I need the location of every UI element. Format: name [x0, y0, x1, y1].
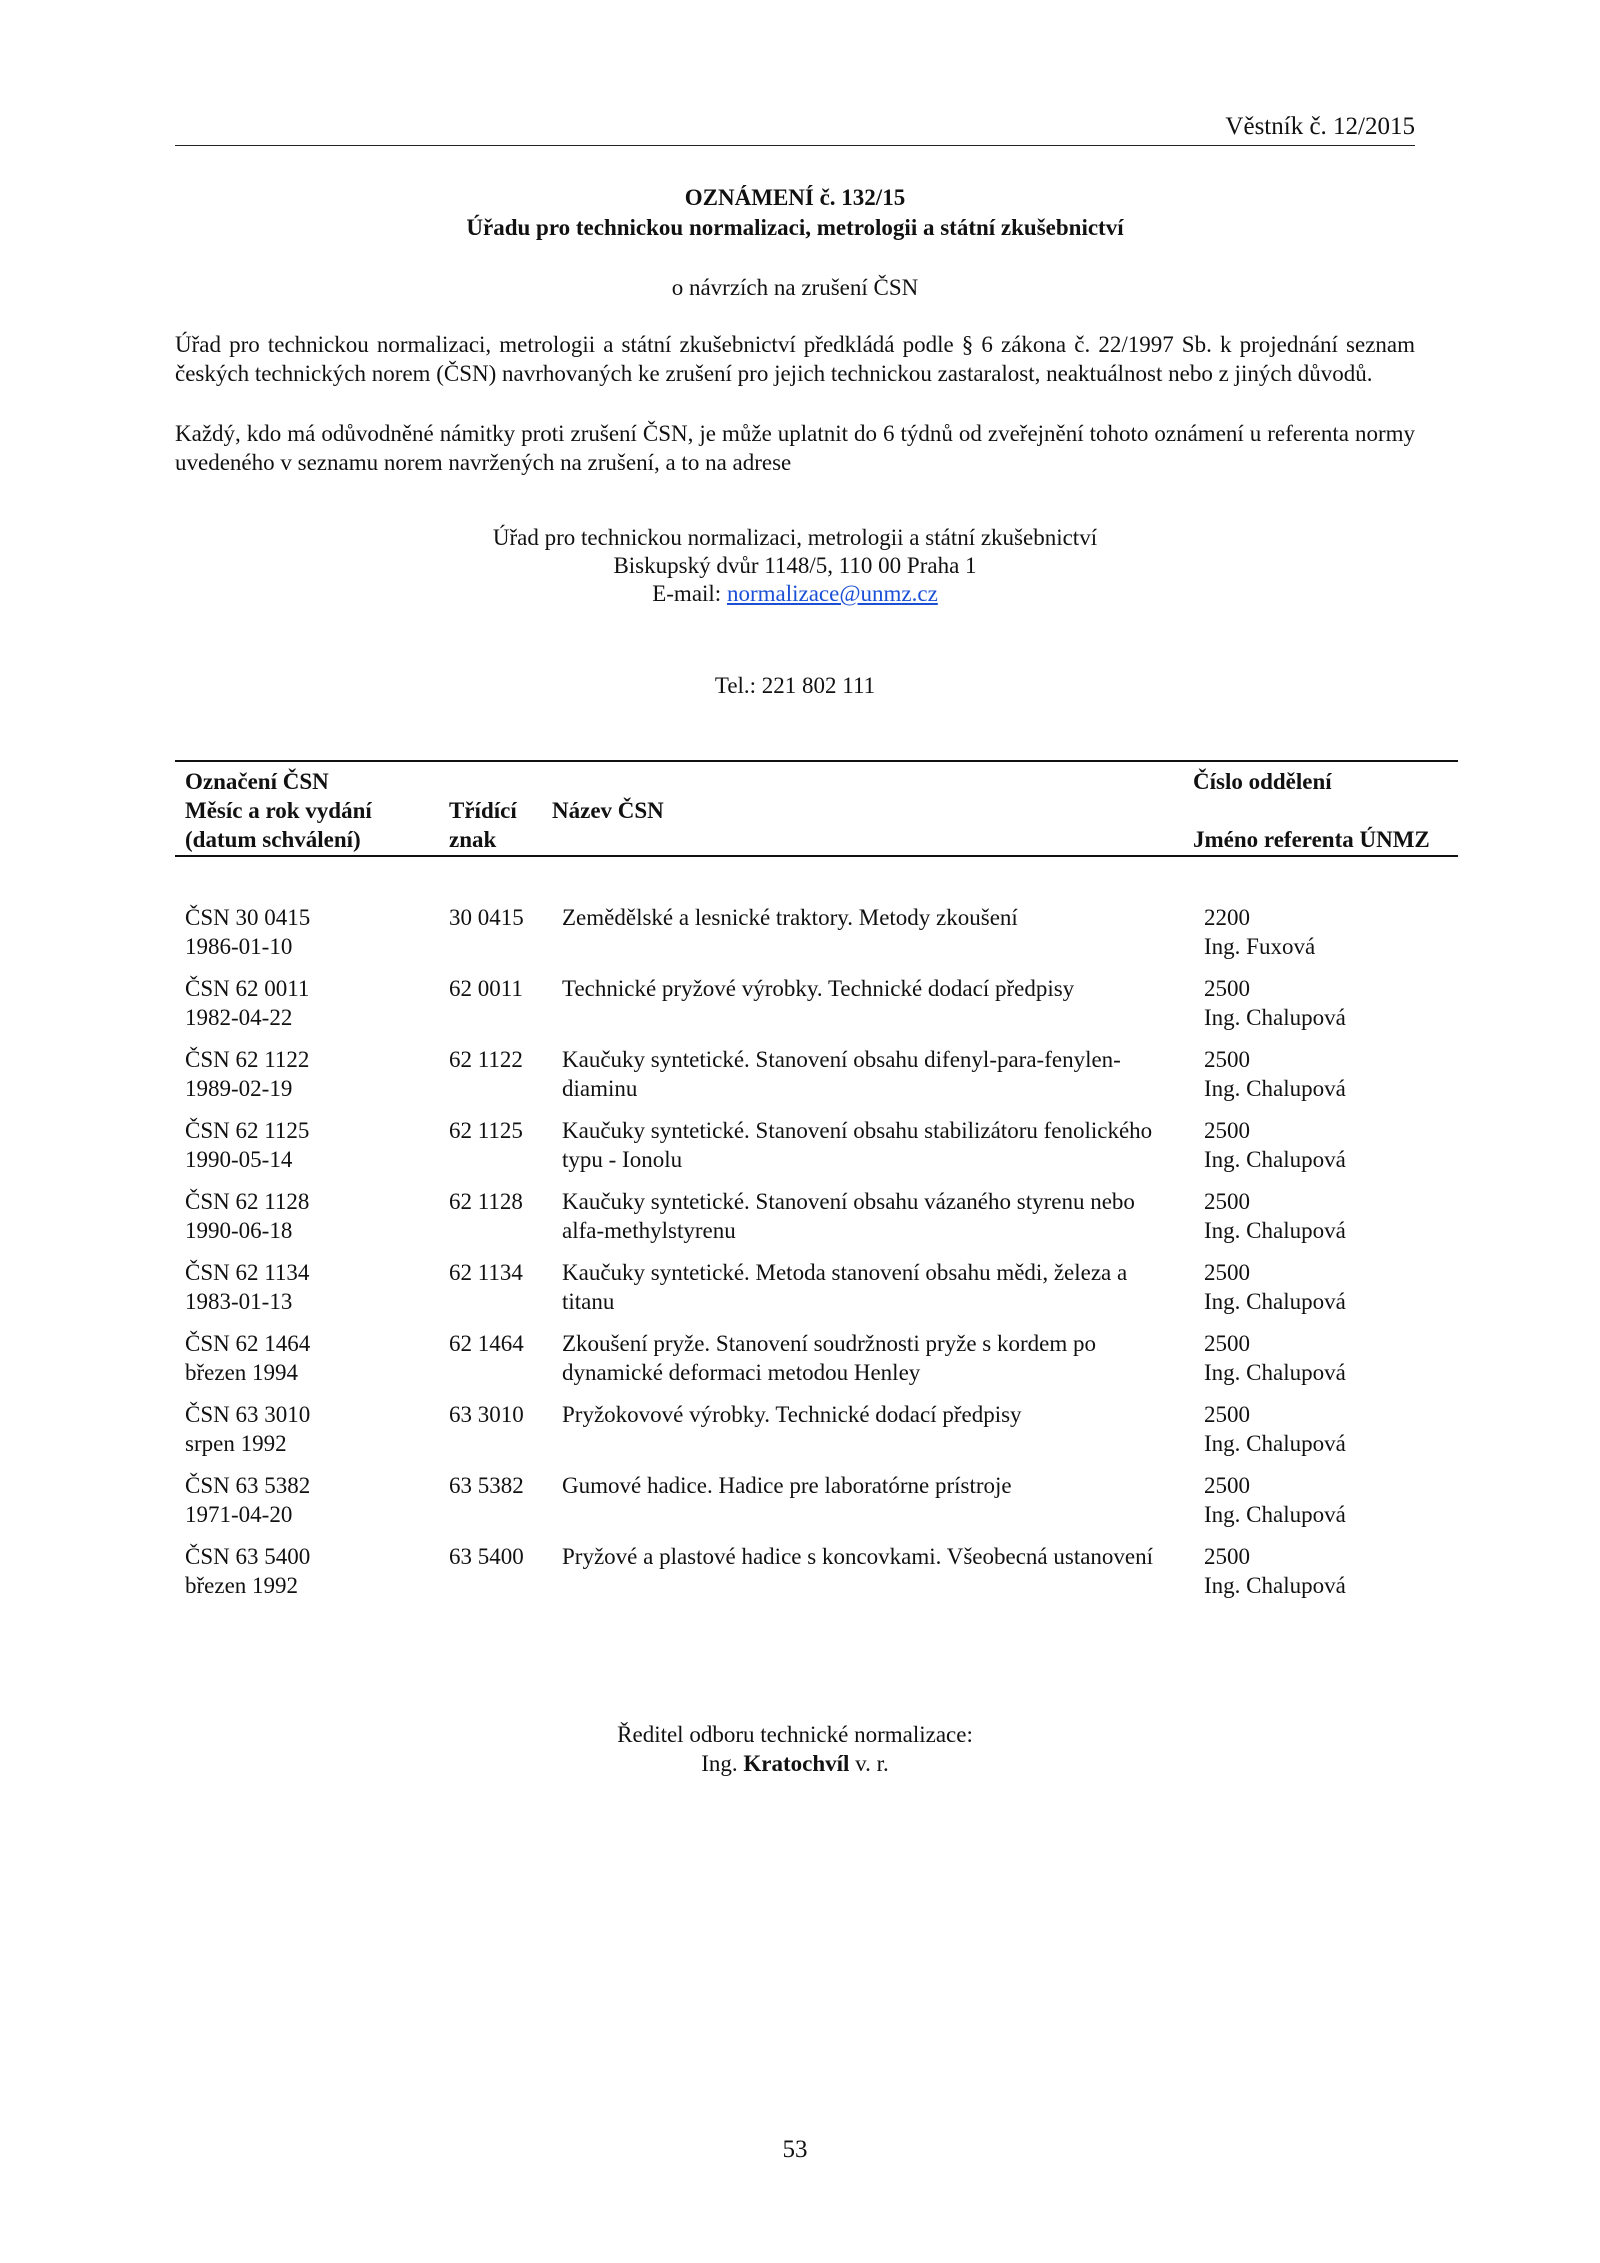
referent-name: Ing. Fuxová — [1204, 934, 1316, 959]
cell-csn — [185, 1471, 435, 1529]
csn-designation: ČSN 62 1464 — [185, 1331, 311, 1356]
standard-name-line: alfa-methylstyrenu — [562, 1218, 736, 1243]
cell-name — [562, 1258, 1192, 1316]
header-issue-month: Měsíc a rok vydání — [185, 798, 372, 823]
header-department-number: Číslo oddělení — [1193, 769, 1332, 794]
csn-designation: ČSN 62 1125 — [185, 1118, 310, 1143]
standard-name-line: Pryžokovové výrobky. Technické dodací předpisy — [562, 1402, 1022, 1427]
referent-name: Ing. Chalupová — [1204, 1147, 1346, 1172]
cell-referent — [1204, 1116, 1424, 1174]
csn-designation: ČSN 30 0415 — [185, 905, 311, 930]
csn-designation: ČSN 62 1122 — [185, 1047, 310, 1072]
department-number: 2500 — [1204, 1331, 1250, 1356]
standard-name-line: Pryžové a plastové hadice s koncovkami. Všeobecná ustanovení — [562, 1544, 1154, 1569]
email-label: E-mail: — [652, 581, 727, 606]
referent-name: Ing. Chalupová — [1204, 1573, 1346, 1598]
header-csn-name: Název ČSN — [552, 798, 664, 823]
csn-designation: ČSN 62 0011 — [185, 976, 310, 1001]
cell-referent — [1204, 1542, 1424, 1600]
sort-code: 62 1464 — [449, 1331, 524, 1356]
table-row — [0, 1187, 1600, 1258]
csn-designation: ČSN 63 3010 — [185, 1402, 311, 1427]
referent-name: Ing. Chalupová — [1204, 1005, 1346, 1030]
table-header-top-rule — [175, 760, 1458, 762]
table-header-bottom-rule — [175, 855, 1458, 857]
cell-referent — [1204, 903, 1424, 961]
cell-sort-code — [449, 1187, 549, 1216]
standard-name-line: titanu — [562, 1289, 615, 1314]
cell-referent — [1204, 1400, 1424, 1458]
address-office: Úřad pro technickou normalizaci, metrologii a státní zkušebnictví — [492, 525, 1098, 550]
standard-name-line: Zemědělské a lesnické traktory. Metody zkoušení — [562, 905, 1018, 930]
sort-code: 62 1122 — [449, 1047, 523, 1072]
sort-code: 63 5400 — [449, 1544, 524, 1569]
cell-sort-code — [449, 1329, 549, 1358]
table-row — [0, 974, 1600, 1045]
phone-number: Tel.: 221 802 111 — [714, 673, 876, 698]
department-number: 2500 — [1204, 1189, 1250, 1214]
cell-sort-code — [449, 1471, 549, 1500]
issue-date: 1989-02-19 — [185, 1076, 293, 1101]
cell-sort-code — [449, 1045, 549, 1074]
issue-date: březen 1992 — [185, 1573, 299, 1598]
cell-referent — [1204, 1045, 1424, 1103]
issue-date: 1990-06-18 — [185, 1218, 293, 1243]
header-csn-designation: Označení ČSN — [185, 769, 329, 794]
header-approval-date: (datum schválení) — [185, 827, 361, 852]
sort-code: 62 1128 — [449, 1189, 523, 1214]
department-number: 2500 — [1204, 976, 1250, 1001]
csn-designation: ČSN 63 5400 — [185, 1544, 311, 1569]
signature-role: Ředitel odboru technické normalizace: — [617, 1722, 973, 1747]
cell-name — [562, 1329, 1192, 1387]
email-link[interactable]: normalizace@unmz.cz — [726, 581, 938, 606]
csn-designation: ČSN 62 1128 — [185, 1189, 310, 1214]
referent-name: Ing. Chalupová — [1204, 1360, 1346, 1385]
address-street: Biskupský dvůr 1148/5, 110 00 Praha 1 — [613, 553, 977, 578]
intro-paragraph: Úřad pro technickou normalizaci, metrologii a státní zkušebnictví předkládá podle § 6 zákona č. 22/1997 Sb. k projednání seznam českých technických norem (ČSN) navrhovaných ke zrušení pro jejich technickou zastaralost, neaktuálnost nebo z jiných důvodů. — [175, 332, 1415, 386]
cell-sort-code — [449, 974, 549, 1003]
journal-issue-header: Věstník č. 12/2015 — [1225, 113, 1415, 140]
standard-name-line: Kaučuky syntetické. Stanovení obsahu stabilizátoru fenolického — [562, 1118, 1153, 1143]
issue-date: 1983-01-13 — [185, 1289, 293, 1314]
cell-referent — [1204, 1258, 1424, 1316]
table-row — [0, 1045, 1600, 1116]
standard-name-line: Technické pryžové výrobky. Technické dodací předpisy — [562, 976, 1075, 1001]
cell-csn — [185, 1116, 435, 1174]
table-row — [0, 1329, 1600, 1400]
cell-name — [562, 1187, 1192, 1245]
cell-sort-code — [449, 903, 549, 932]
standard-name-line: typu - Ionolu — [562, 1147, 683, 1172]
cell-sort-code — [449, 1258, 549, 1287]
standard-name-line: Kaučuky syntetické. Metoda stanovení obsahu mědi, železa a — [562, 1260, 1128, 1285]
standard-name-line: Gumové hadice. Hadice pre laboratórne prístroje — [562, 1473, 1012, 1498]
department-number: 2500 — [1204, 1473, 1250, 1498]
cell-csn — [185, 1329, 435, 1387]
cell-name — [562, 1400, 1192, 1429]
department-number: 2500 — [1204, 1118, 1250, 1143]
cell-csn — [185, 1187, 435, 1245]
header-referent-name: Jméno referenta ÚNMZ — [1193, 827, 1430, 852]
header-rule — [175, 145, 1415, 146]
cell-name — [562, 903, 1192, 932]
department-number: 2500 — [1204, 1544, 1250, 1569]
sort-code: 62 0011 — [449, 976, 523, 1001]
cell-csn — [185, 1258, 435, 1316]
department-number: 2500 — [1204, 1260, 1250, 1285]
standard-name-line: Zkoušení pryže. Stanovení soudržnosti pryže s kordem po — [562, 1331, 1096, 1356]
signature-prefix: Ing. — [701, 1751, 744, 1776]
department-number: 2500 — [1204, 1402, 1250, 1427]
objection-paragraph: Každý, kdo má odůvodněné námitky proti zrušení ČSN, je může uplatnit do 6 týdnů od zveřejnění tohoto oznámení u referenta normy uvedeného v seznamu norem navržených na zrušení, a to na adrese — [175, 421, 1415, 475]
header-sort-code-2: znak — [449, 827, 497, 852]
table-row — [0, 1400, 1600, 1471]
table-row — [0, 1471, 1600, 1542]
sort-code: 62 1134 — [449, 1260, 523, 1285]
cell-name — [562, 1542, 1192, 1571]
department-number: 2200 — [1204, 905, 1250, 930]
referent-name: Ing. Chalupová — [1204, 1289, 1346, 1314]
sort-code: 62 1125 — [449, 1118, 523, 1143]
department-number: 2500 — [1204, 1047, 1250, 1072]
cell-referent — [1204, 1471, 1424, 1529]
table-row — [0, 1116, 1600, 1187]
referent-name: Ing. Chalupová — [1204, 1218, 1346, 1243]
sort-code: 30 0415 — [449, 905, 524, 930]
standard-name-line: Kaučuky syntetické. Stanovení obsahu difenyl-para-fenylen- — [562, 1047, 1121, 1072]
cell-sort-code — [449, 1400, 549, 1429]
cell-sort-code — [449, 1542, 549, 1571]
referent-name: Ing. Chalupová — [1204, 1502, 1346, 1527]
cell-csn — [185, 974, 435, 1032]
issue-date: 1982-04-22 — [185, 1005, 293, 1030]
notice-subject: o návrzích na zrušení ČSN — [671, 275, 919, 300]
cell-name — [562, 1116, 1192, 1174]
csn-designation: ČSN 63 5382 — [185, 1473, 311, 1498]
cell-referent — [1204, 974, 1424, 1032]
notice-subtitle: Úřadu pro technickou normalizaci, metrologii a státní zkušebnictví — [466, 215, 1124, 240]
page-number: 53 — [782, 2136, 808, 2163]
cell-sort-code — [449, 1116, 549, 1145]
issue-date: březen 1994 — [185, 1360, 299, 1385]
notice-title: OZNÁMENÍ č. 132/15 — [684, 185, 906, 210]
cell-csn — [185, 1400, 435, 1458]
cell-csn — [185, 903, 435, 961]
cell-referent — [1204, 1187, 1424, 1245]
table-row — [0, 903, 1600, 974]
signature-name-line — [175, 1749, 1415, 1778]
address-email — [175, 579, 1415, 608]
cell-csn — [185, 1045, 435, 1103]
sort-code: 63 3010 — [449, 1402, 524, 1427]
signature-suffix: v. r. — [849, 1751, 889, 1776]
table-row — [0, 1258, 1600, 1329]
cell-referent — [1204, 1329, 1424, 1387]
sort-code: 63 5382 — [449, 1473, 524, 1498]
standard-name-line: dynamické deformaci metodou Henley — [562, 1360, 921, 1385]
referent-name: Ing. Chalupová — [1204, 1431, 1346, 1456]
cell-csn — [185, 1542, 435, 1600]
standard-name-line: Kaučuky syntetické. Stanovení obsahu vázaného styrenu nebo — [562, 1189, 1135, 1214]
header-sort-code: Třídící — [449, 798, 517, 823]
issue-date: srpen 1992 — [185, 1431, 287, 1456]
issue-date: 1990-05-14 — [185, 1147, 293, 1172]
cell-name — [562, 974, 1192, 1003]
referent-name: Ing. Chalupová — [1204, 1076, 1346, 1101]
cell-name — [562, 1471, 1192, 1500]
issue-date: 1971-04-20 — [185, 1502, 293, 1527]
issue-date: 1986-01-10 — [185, 934, 293, 959]
standard-name-line: diaminu — [562, 1076, 638, 1101]
table-row — [0, 1542, 1600, 1613]
csn-designation: ČSN 62 1134 — [185, 1260, 310, 1285]
standards-table-body — [0, 903, 1600, 1613]
cell-name — [562, 1045, 1192, 1103]
signature-surname: Kratochvíl — [743, 1751, 850, 1776]
